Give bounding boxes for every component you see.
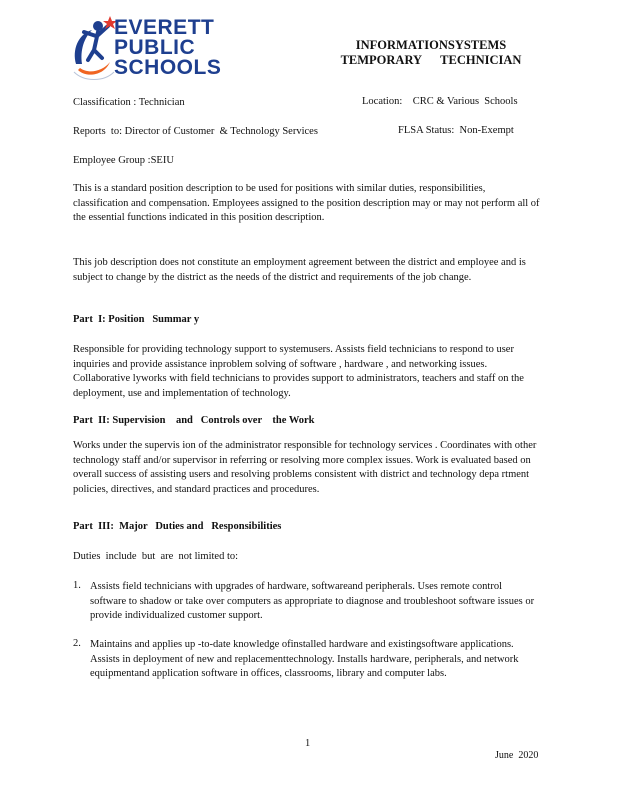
reports-to: Reports to: Director of Customer & Technology Services: [73, 126, 318, 137]
duty-number-1: 1.: [73, 580, 81, 591]
duty-number-2: 2.: [73, 638, 81, 649]
part-3-heading: Part III: Major Duties and Responsibilities: [73, 521, 282, 532]
part-2-heading: Part II: Supervision and Controls over the Work: [73, 415, 315, 426]
title-line-2: TEMPORARY TECHNICIAN: [340, 53, 522, 67]
logo-figure-icon: [70, 12, 120, 84]
part-2-body: Works under the supervis ion of the administrator responsible for technology services . Coordinates with other technology staff and/or supervisor in referring or resolving more complex issues. Work is evaluated based on overall success of assisting users and resolving problems consistent with district and technology depa rtment policies, directives, and standard practices and procedures.: [73, 440, 537, 495]
logo-wordmark: [114, 18, 221, 78]
logo-line-1: EVERETT: [114, 16, 215, 39]
flsa-status: FLSA Status: Non-Exempt: [398, 125, 514, 136]
page-number: 1: [305, 738, 311, 749]
duty-item-1: Assists field technicians with upgrades of hardware, softwareand peripherals. Uses remote control software to shadow or take over computers as appropriate to diagnose and troubleshoot software issues or provide individualized customer support.: [90, 581, 535, 621]
duty-item-2: Maintains and applies up -to-date knowledge ofinstalled hardware and existingsoftware applications. Assists in deployment of new and replacementtechnology. Installs hardware, peripherals, and network equipmentand application software in offices, classrooms, library and computer labs.: [90, 639, 519, 679]
classification: Classification : Technician: [73, 97, 185, 108]
intro-paragraph-2: This job description does not constitute an employment agreement between the district and employee and is subject to change by the district as the needs of the district and requirements of the job change.: [73, 257, 526, 283]
part-1-body: Responsible for providing technology support to systemusers. Assists field technicians to respond to user inquiries and provide assistance inproblem solving of software , hardware , and networking issues. Collaborative lyworks with field technicians to provides support to administrators, teachers and staff on the deployment, use and implementation of technology.: [73, 344, 524, 399]
everett-public-schools-logo: [70, 12, 240, 84]
part-1-heading: Part I: Position Summar y: [73, 314, 200, 325]
title-line-1: INFORMATIONSYSTEMS: [355, 38, 507, 52]
duties-intro: Duties include but are not limited to:: [73, 551, 239, 562]
document-title: [336, 38, 526, 68]
logo-line-2: PUBLIC: [114, 36, 196, 59]
logo-line-3: SCHOOLS: [114, 56, 222, 79]
footer-date: June 2020: [495, 750, 539, 761]
employee-group: Employee Group :SEIU: [73, 155, 174, 166]
location: Location: CRC & Various Schools: [362, 96, 518, 107]
intro-paragraph-1: This is a standard position description to be used for positions with similar duties, responsibilities, classification and compensation. Employees assigned to the position description may or may not perform all of the essential functions indicated in this position description.: [73, 183, 540, 223]
